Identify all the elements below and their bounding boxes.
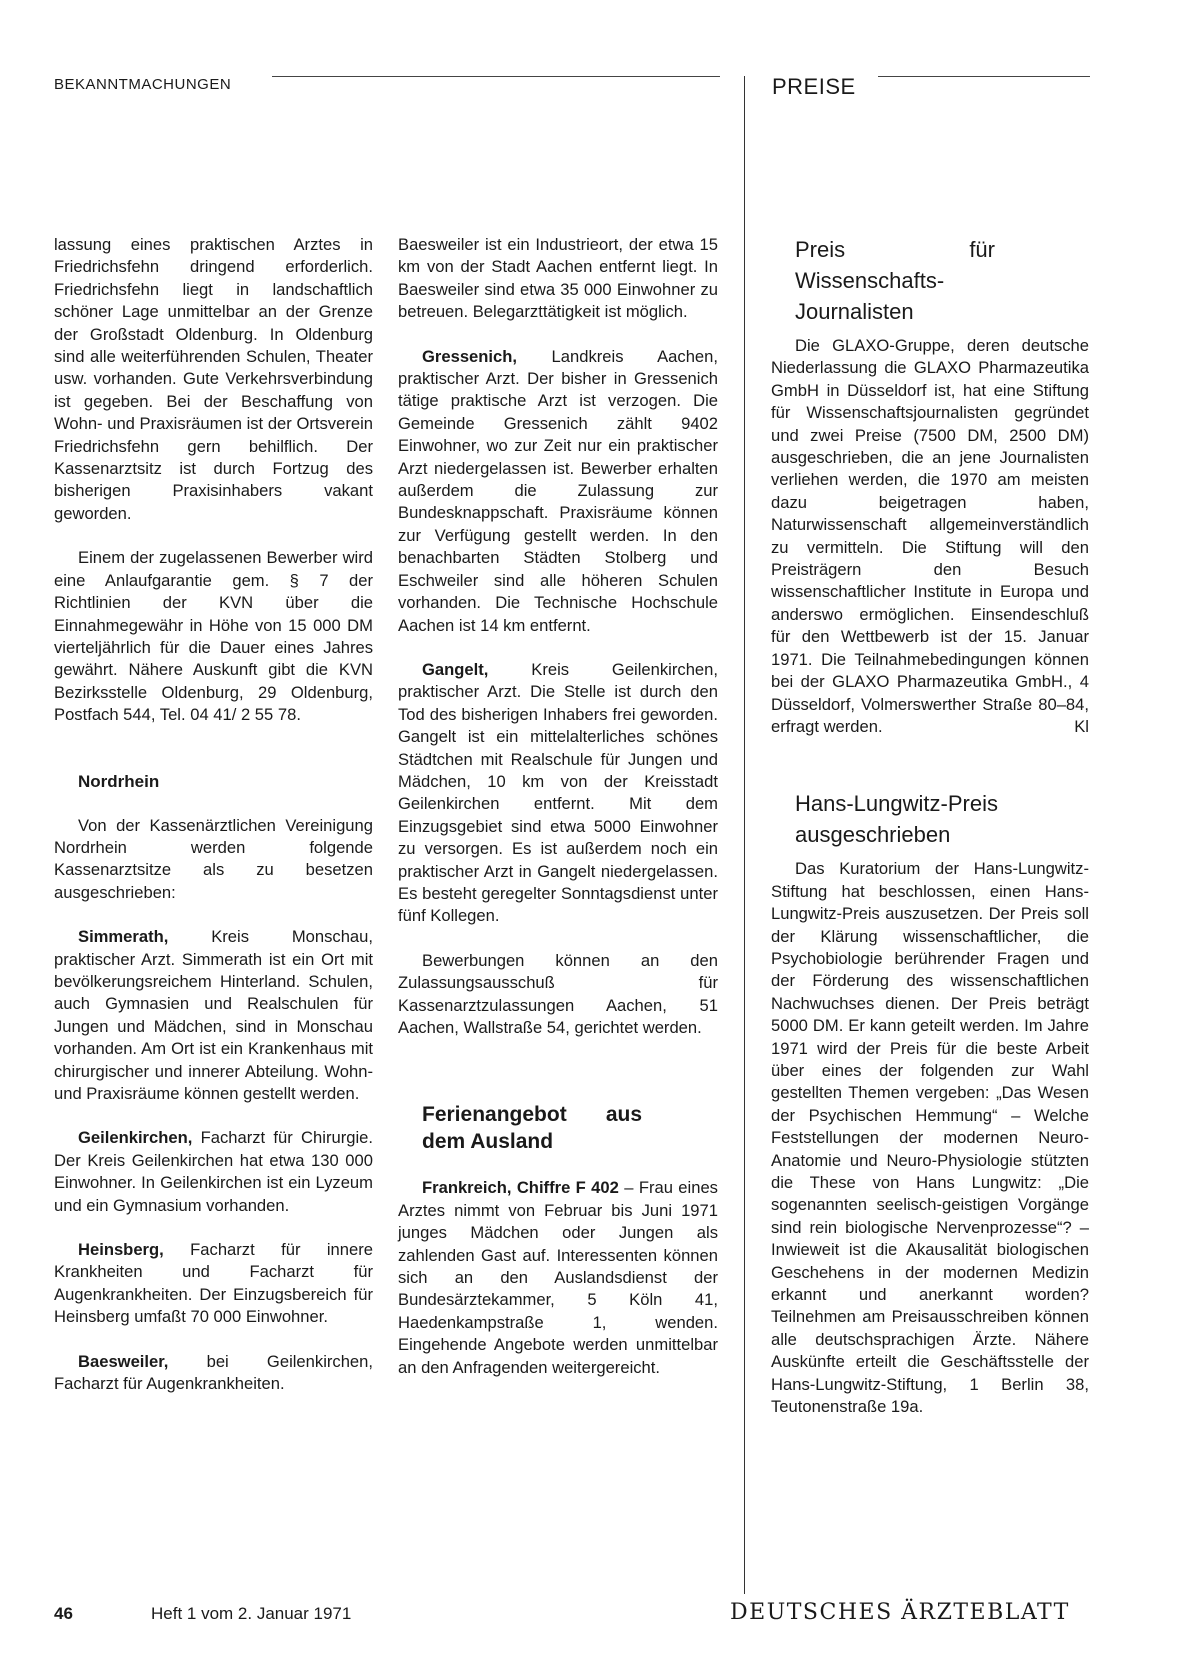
paragraph-nordrhein-intro: Von der Kassenärztlichen Vereinigung Nordrhein werden folgende Kassenarztsitze als zu besetzen ausgeschrieben: bbox=[54, 815, 373, 902]
section-header-left: BEKANNTMACHUNGEN bbox=[54, 76, 232, 93]
paragraph-bewerbungen: Bewerbungen können an den Zulassungsausschuß für Kassenarztzulassungen Aachen, 51 Aachen, Wallstraße 54, gerichtet werden. bbox=[398, 950, 718, 1037]
heading-hans-lungwitz-preis: Hans-Lungwitz-Preis ausgeschrieben bbox=[795, 791, 998, 848]
paragraph-hans-lungwitz: Das Kuratorium der Hans-Lungwitz-Stiftung hat beschlossen, einen Hans-Lungwitz-Preis auszusetzen. Der Preis soll der Klärung wissenschaftlicher, die Psychobiologie berührender Fragen und der Förderung des wissenschaftlichen Nachwuchses dienen. Der Preis beträgt 5000 DM. Er kann geteilt werden. Im Jahre 1971 wird der Preis für die beste Arbeit über eines der folgenden zur Wahl gestellten Themen vergeben: „Das Wesen der Psychischen Hemmung“ – Welche Feststellungen der modernen Neuro-Anatomie und Neuro-Physiologie stützten die These von Hans Lungwitz: „Die sogenannten seelisch-geistigen Vorgänge sind rein biologische Nervenprozesse“? – Inwieweit ist die Akausalität biologischen Geschehens in der modernen Medizin erkannt und anerkannt worden? Teilnehmen am Preisausschreiben können alle deutschsprachigen Ärzte. Nähere Auskünfte erteilt die Geschäftsstelle der Hans-Lungwitz-Stiftung, 1 Berlin 38, Teutonenstraße 19a. bbox=[771, 859, 1089, 1417]
listing-baesweiler bbox=[54, 1351, 373, 1396]
column-1 bbox=[54, 234, 373, 1417]
header-rule-right bbox=[878, 76, 1090, 77]
listing-lead: Gressenich, bbox=[422, 346, 518, 366]
listing-simmerath bbox=[54, 926, 373, 1105]
header-rule-left bbox=[272, 76, 720, 77]
listing-gressenich bbox=[398, 346, 718, 637]
listing-lead: Simmerath, bbox=[78, 927, 169, 947]
listing-lead: Geilenkirchen, bbox=[78, 1128, 193, 1148]
listing-text: – Frau eines Arztes nimmt von Februar bis Juni 1971 junges Mädchen oder Jungen als zahlenden Gast auf. Interessenten können sich an den Auslandsdienst der Bundesärztekammer, 5 Köln 41, Haedenkampstraße 1, wenden. Eingehende Angebote werden unmittelbar an den Anfragenden weitergereicht. bbox=[398, 1178, 718, 1377]
paragraph-glaxo-text: Die GLAXO-Gruppe, deren deutsche Niederlassung die GLAXO Pharmazeutika GmbH in Düsseldorf ist, hat eine Stiftung für Wissenschaftsjournalisten gegründet und zwei Preise (7500 DM, 2500 DM) ausgeschrieben, die an jene Journalisten verliehen werden, die 1970 am meisten dazu beigetragen haben, Naturwissenschaft allgemeinverständlich zu vermitteln. Die Stiftung will den Preisträgern den Besuch wissenschaftlicher Institute in Europa und anderswo ermöglichen. Einsendeschluß für den Wettbewerb ist der 15. Januar 1971. Die Teilnahmebedingungen können bei der GLAXO Pharmazeutika GmbH., 4 Düsseldorf, Volmerswerther Straße 80–84, erfragt werden. bbox=[771, 336, 1089, 736]
listing-text: bei Geilenkirchen, Facharzt für Augenkrankheiten. bbox=[54, 1351, 373, 1394]
page-number: 46 bbox=[54, 1604, 73, 1623]
section-header-right: PREISE bbox=[772, 74, 856, 99]
listing-text: Kreis Geilenkirchen, praktischer Arzt. Die Stelle ist durch den Tod des bisherigen Inhabers frei geworden. Gangelt ist ein mittelalterliches schönes Städtchen mit Realschule für Jungen und Mädchen, 10 km von der Kreisstadt Geilenkirchen entfernt. Mit dem Einzugsgebiet sind etwa 5000 Einwohner zu versorgen. Es ist außerdem noch ein praktischer Arzt in Gangelt niedergelassen. Es besteht geregelter Sonntagsdienst unter fünf Kollegen. bbox=[398, 659, 718, 926]
paragraph-baesweiler: Baesweiler ist ein Industrieort, der etwa 15 km von der Stadt Aachen entfernt liegt. In Baesweiler sind etwa 35 000 Einwohner zu betreuen. Belegarzttätigkeit ist möglich. bbox=[398, 235, 718, 322]
listing-frankreich bbox=[398, 1177, 718, 1379]
listing-text: Kreis Monschau, praktischer Arzt. Simmerath ist ein Ort mit bevölkerungsreichem Hinterland. Schulen, auch Gymnasien und Realschulen für Jungen und Mädchen, sind in Monschau vorhanden. Am Ort ist ein Krankenhaus mit chirurgischer und innerer Abteilung. Wohn- und Praxisräume können gestellt werden. bbox=[54, 927, 373, 1103]
listing-text: Facharzt für innere Krankheiten und Facharzt für Augenkrankheiten. Der Einzugsbereich für Heinsberg umfaßt 70 000 Einwohner. bbox=[54, 1240, 373, 1327]
listing-lead: Frankreich, Chiffre F 402 bbox=[422, 1178, 619, 1198]
masthead: DEUTSCHES ÄRZTEBLATT bbox=[730, 1600, 1070, 1625]
listing-geilenkirchen bbox=[54, 1127, 373, 1217]
listing-lead: Gangelt, bbox=[422, 659, 489, 679]
paragraph-glaxo bbox=[771, 335, 1089, 738]
heading-nordrhein: Nordrhein bbox=[78, 771, 160, 791]
listing-heinsberg bbox=[54, 1239, 373, 1329]
column-divider bbox=[744, 76, 745, 1594]
author-signature: Kl bbox=[1074, 716, 1089, 736]
listing-text: Facharzt für Chirurgie. Der Kreis Geilenkirchen hat etwa 130 000 Einwohner. In Geilenkirchen ist ein Lyzeum und ein Gymnasium vorhanden. bbox=[54, 1128, 373, 1215]
listing-text: Landkreis Aachen, praktischer Arzt. Der bisher in Gressenich tätige praktische Arzt ist verzogen. Die Gemeinde Gressenich zählt 9402 Einwohner, wo zur Zeit nur ein praktischer Arzt niedergelassen ist. Bewerber erhalten außerdem die Zulassung zur Bundesknappschaft. Praxisräume können zur Verfügung gestellt werden. In den benachbarten Städten Stolberg und Eschweiler sind alle höheren Schulen vorhanden. Die Technische Hochschule Aachen ist 14 km entfernt. bbox=[398, 346, 718, 635]
listing-gangelt bbox=[398, 659, 718, 928]
column-2 bbox=[398, 234, 718, 1401]
issue-info: Heft 1 vom 2. Januar 1971 bbox=[151, 1604, 352, 1623]
listing-lead: Heinsberg, bbox=[78, 1240, 164, 1260]
paragraph-anlaufgarantie: Einem der zugelassenen Bewerber wird eine Anlaufgarantie gem. § 7 der Richtlinien der KVN über die Einnahmegewähr in Höhe von 15 000 DM vierteljährlich für die Dauer eines Jahres gewährt. Nähere Auskunft gibt die KVN Bezirksstelle Oldenburg, 29 Oldenburg, Postfach 544, Tel. 04 41/ 2 55 78. bbox=[54, 548, 373, 725]
listing-lead: Baesweiler, bbox=[78, 1351, 169, 1371]
heading-ferienangebot: Ferienangebot aus dem Ausland bbox=[422, 1103, 642, 1154]
heading-preis-wissenschaftsjournalisten: Preis für Wissenschafts-Journalisten bbox=[795, 237, 995, 324]
column-3 bbox=[771, 234, 1089, 1440]
paragraph-friedrichsfehn: lassung eines praktischen Arztes in Friedrichsfehn dringend erforderlich. Friedrichsfehn liegt in landschaftlich schöner Lage unmittelbar an der Grenze der Großstadt Oldenburg. In Oldenburg sind alle weiterführenden Schulen, Theater usw. vorhanden. Gute Verkehrsverbindung ist gegeben. Bei der Beschaffung von Wohn- und Praxisräumen ist der Ortsverein Friedrichsfehn gern behilflich. Der Kassenarztsitz ist durch Fortzug des bisherigen Praxisinhabers vakant geworden. bbox=[54, 235, 373, 523]
